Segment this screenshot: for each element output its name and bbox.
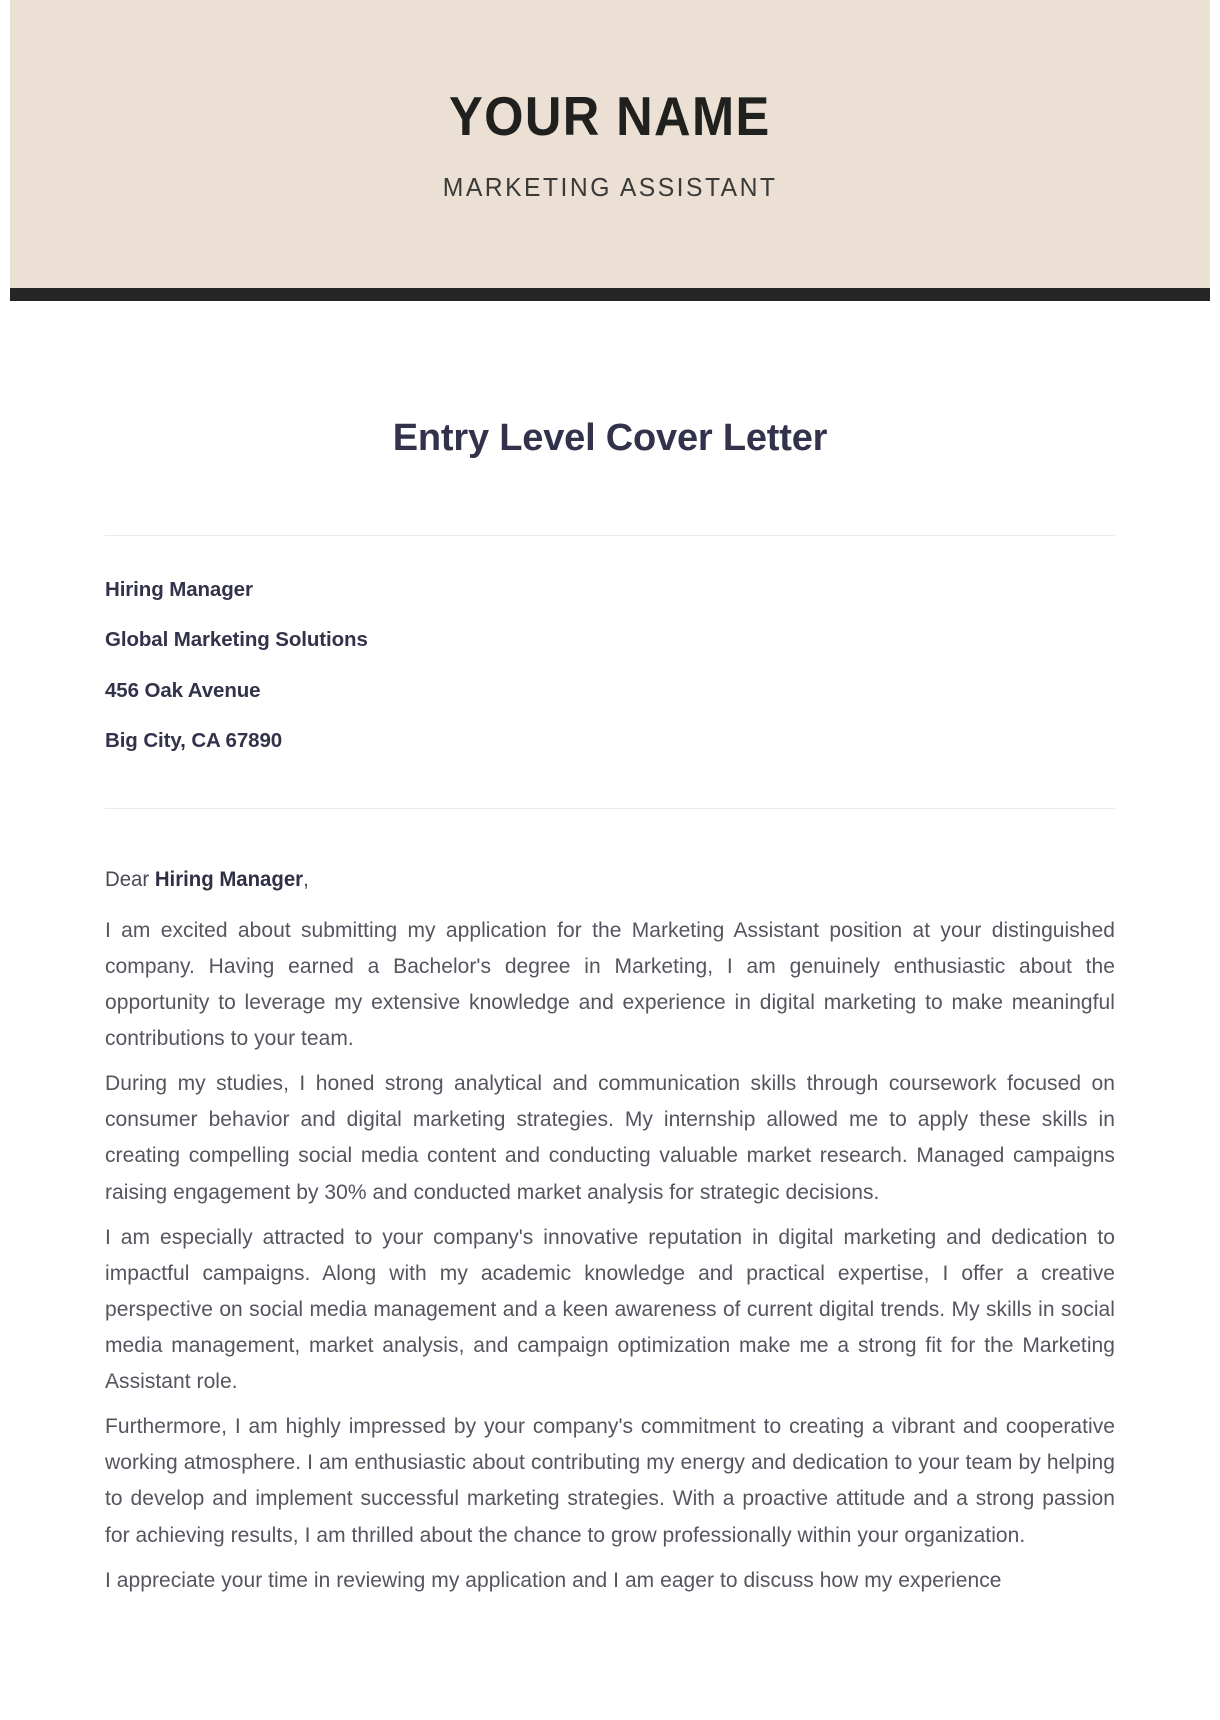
recipient-line: Global Marketing Solutions bbox=[105, 628, 368, 652]
salutation-prefix: Dear bbox=[105, 867, 155, 891]
divider-above-letter-text bbox=[105, 808, 1115, 809]
recipient-address-block bbox=[105, 577, 1115, 753]
recipient-line: 456 Oak Avenue bbox=[105, 678, 261, 702]
letter-paragraph: Furthermore, I am highly impressed by your company's commitment to creating a vibrant and cooperative working atmosphere. I am enthusiastic about contributing my energy and dedication to your team by helping to develop and implement successful marketing strategies. With a proactive attitude and a strong passion for achieving results, I am thrilled about the chance to grow professionally within your organization. bbox=[105, 1415, 1115, 1547]
letter-paragraph: I am especially attracted to your company's innovative reputation in digital marketing and dedication to impactful campaigns. Along with my academic knowledge and practical expertise, I offer a creative perspective on social media management and a keen awareness of current digital trends. My skills in social media management, market analysis, and campaign optimization make me a strong fit for the Marketing Assistant role. bbox=[105, 1225, 1115, 1394]
salutation-suffix: , bbox=[303, 867, 309, 891]
letter-paragraph: I am excited about submitting my application for the Marketing Assistant position at your distinguished company. Having earned a Bachelor's degree in Marketing, I am genuinely enthusiastic about the opportunity to leverage my extensive knowledge and experience in digital marketing to make meaningful contributions to your team. bbox=[105, 918, 1115, 1051]
divider-above-recipient bbox=[105, 535, 1115, 536]
letter-paragraph: I appreciate your time in reviewing my application and I am eager to discuss how my experience bbox=[105, 1568, 1002, 1592]
recipient-line: Hiring Manager bbox=[105, 577, 253, 601]
letterhead-banner bbox=[10, 0, 1210, 288]
letter-paragraph: During my studies, I honed strong analytical and communication skills through coursework focused on consumer behavior and digital marketing strategies. My internship allowed me to apply these skills in creating compelling social media content and conducting valuable market research. Managed campaigns raising engagement by 30% and conducted market analysis for strategic decisions. bbox=[105, 1072, 1115, 1204]
letter-body bbox=[0, 301, 1220, 1599]
applicant-job-title: MARKETING ASSISTANT bbox=[442, 171, 778, 202]
salutation-recipient-name: Hiring Manager bbox=[154, 867, 304, 891]
salutation bbox=[105, 867, 1085, 892]
recipient-line: Big City, CA 67890 bbox=[105, 729, 283, 753]
applicant-name: YOUR NAME bbox=[449, 84, 771, 147]
page-title: Entry Level Cover Letter bbox=[392, 417, 828, 459]
header-accent-bar bbox=[10, 288, 1210, 301]
